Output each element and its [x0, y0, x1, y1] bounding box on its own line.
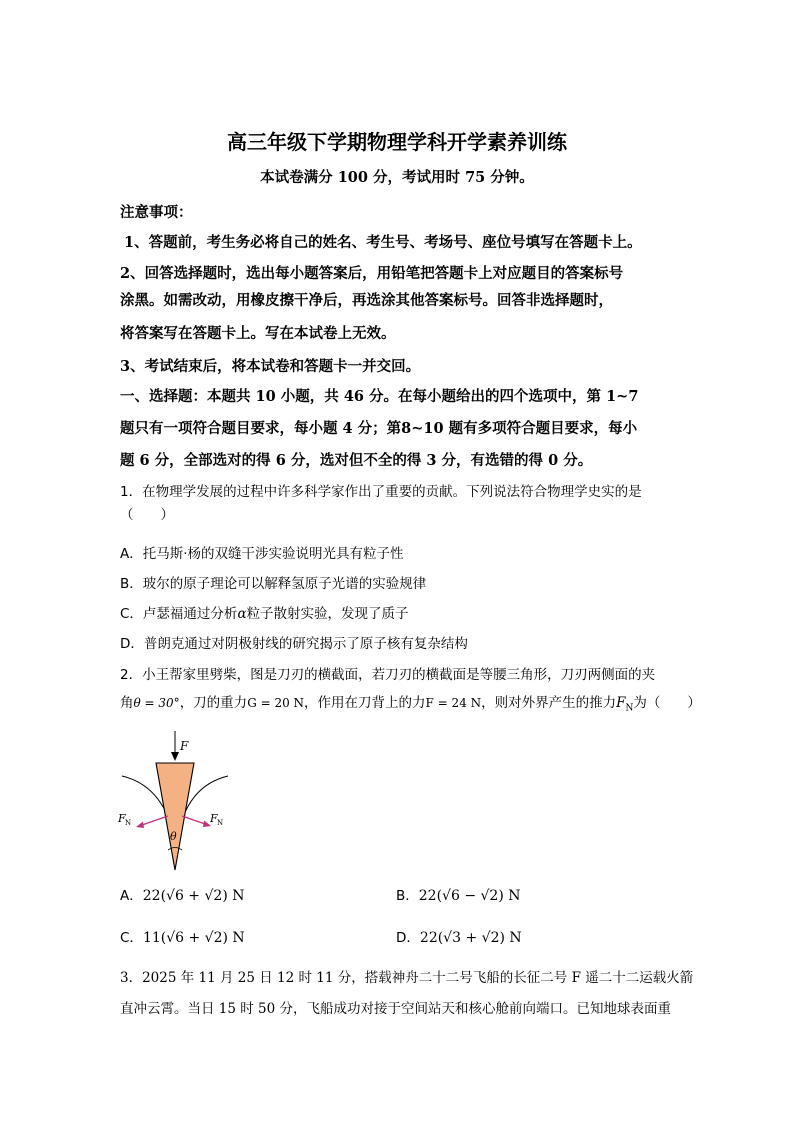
knife-blade-figure	[112, 728, 242, 878]
q1-option-b: B．玻尔的原子理论可以解释氢原子光谱的实验规律	[120, 576, 427, 592]
section-1-line-1: 一、选择题：本题共 10 小题，共 46 分。在每小题给出的四个选项中，第 1~7	[120, 388, 639, 405]
q1-option-a: A．托马斯·杨的双缝干涉实验说明光具有粒子性	[120, 546, 404, 562]
q2-option-d-label: D．	[396, 930, 420, 946]
q2-stem-line-2	[120, 691, 701, 714]
page-title: 高三年级下学期物理学科开学素养训练	[227, 130, 567, 154]
force-f-label: F	[180, 739, 189, 753]
q3-stem-line-1: 3．2025 年 11 月 25 日 12 时 11 分，搭载神舟二十二号飞船的长征二号 F 遥二十二运载火箭	[120, 970, 694, 986]
normal-force-left-label: F	[118, 812, 126, 825]
notice-item-2-line-2: 涂黑。如需改动，用橡皮擦干净后，再选涂其他答案标号。回答非选择题时，	[120, 292, 613, 309]
notice-item-3: 3、考试结束后，将本试卷和答题卡一并交回。	[120, 358, 421, 375]
exam-info: 本试卷满分 100 分，考试用时 75 分钟。	[260, 169, 534, 186]
q1-answer-blank: （ ）	[120, 507, 174, 523]
q1-stem: 1．在物理学发展的过程中许多科学家作出了重要的贡献。下列说法符合物理学史实的是	[120, 484, 642, 500]
q2-force-value: F = 24 N	[425, 696, 482, 710]
q2-weight-value: G = 20 N	[247, 696, 305, 710]
q2-weight-label: ，刀的重力	[179, 695, 248, 711]
notice-heading: 注意事项：	[120, 204, 193, 221]
q2-option-b-label: B．	[396, 888, 419, 904]
q2-push-label: ，则对外界产生的推力	[481, 695, 617, 711]
q2-option-c-label: C．	[120, 930, 143, 946]
notice-item-1: 1、答题前，考生务必将自己的姓名、考生号、考场号、座位号填写在答题卡上。	[124, 234, 642, 251]
q1-option-d: D．普朗克通过对阴极射线的研究揭示了原子核有复杂结构	[120, 636, 468, 652]
normal-force-right-subscript: N	[217, 819, 224, 827]
section-1-line-3: 题 6 分，全部选对的得 6 分，选对但不全的得 3 分，有选错的得 0 分。	[120, 452, 593, 469]
q1-option-c-post: 粒子散射实验，发现了质子	[246, 606, 409, 622]
blade-cross-section	[156, 763, 194, 870]
section-1-line-2: 题只有一项符合题目要求，每小题 4 分；第8~10 题有多项符合题目要求，每小	[120, 420, 638, 437]
notice-item-2-line-1: 2、回答选择题时，选出每小题答案后，用铅笔把答题卡上对应题目的答案标号	[120, 265, 624, 282]
force-f-arrowhead	[171, 752, 179, 761]
q2-force-label: ，作用在刀背上的力	[304, 695, 426, 711]
q2-option-d-value: 22(√3 + √2) N	[419, 930, 522, 946]
q1-option-c	[120, 602, 409, 622]
normal-force-left-arrowhead	[136, 822, 144, 829]
q2-option-a-label: A．	[120, 888, 143, 904]
q2-option-a	[120, 884, 244, 904]
q2-option-c	[120, 926, 245, 946]
alpha-symbol: α	[237, 606, 247, 622]
q2-option-d	[396, 926, 522, 946]
q2-stem-tail: 为（ ）	[633, 695, 701, 711]
angle-theta-label: θ	[170, 830, 177, 843]
q2-angle-value: θ = 30°	[133, 696, 180, 710]
q2-fn-subscript: N	[625, 703, 634, 714]
q2-option-c-value: 11(√6 + √2) N	[142, 930, 245, 946]
q2-fn-symbol: F	[616, 695, 626, 711]
q2-stem-line-1: 2．小王帮家里劈柴，图是刀刃的横截面，若刀刃的横截面是等腰三角形，刀刃两侧面的夹	[120, 667, 656, 683]
normal-force-right-label: F	[210, 812, 218, 825]
q2-angle-label: 角	[120, 695, 134, 711]
q3-stem-line-2: 直冲云霄。当日 15 时 50 分，飞船成功对接于空间站天和核心舱前向端口。已知地球表面重	[120, 1001, 672, 1017]
q2-option-b	[396, 884, 521, 904]
normal-force-left-subscript: N	[125, 819, 132, 827]
q2-option-b-value: 22(√6 − √2) N	[418, 888, 521, 904]
q2-option-a-value: 22(√6 + √2) N	[142, 888, 245, 904]
notice-item-2-line-3: 将答案写在答题卡上。写在本试卷上无效。	[120, 325, 396, 342]
q1-option-c-pre: C．卢瑟福通过分析	[120, 606, 238, 622]
